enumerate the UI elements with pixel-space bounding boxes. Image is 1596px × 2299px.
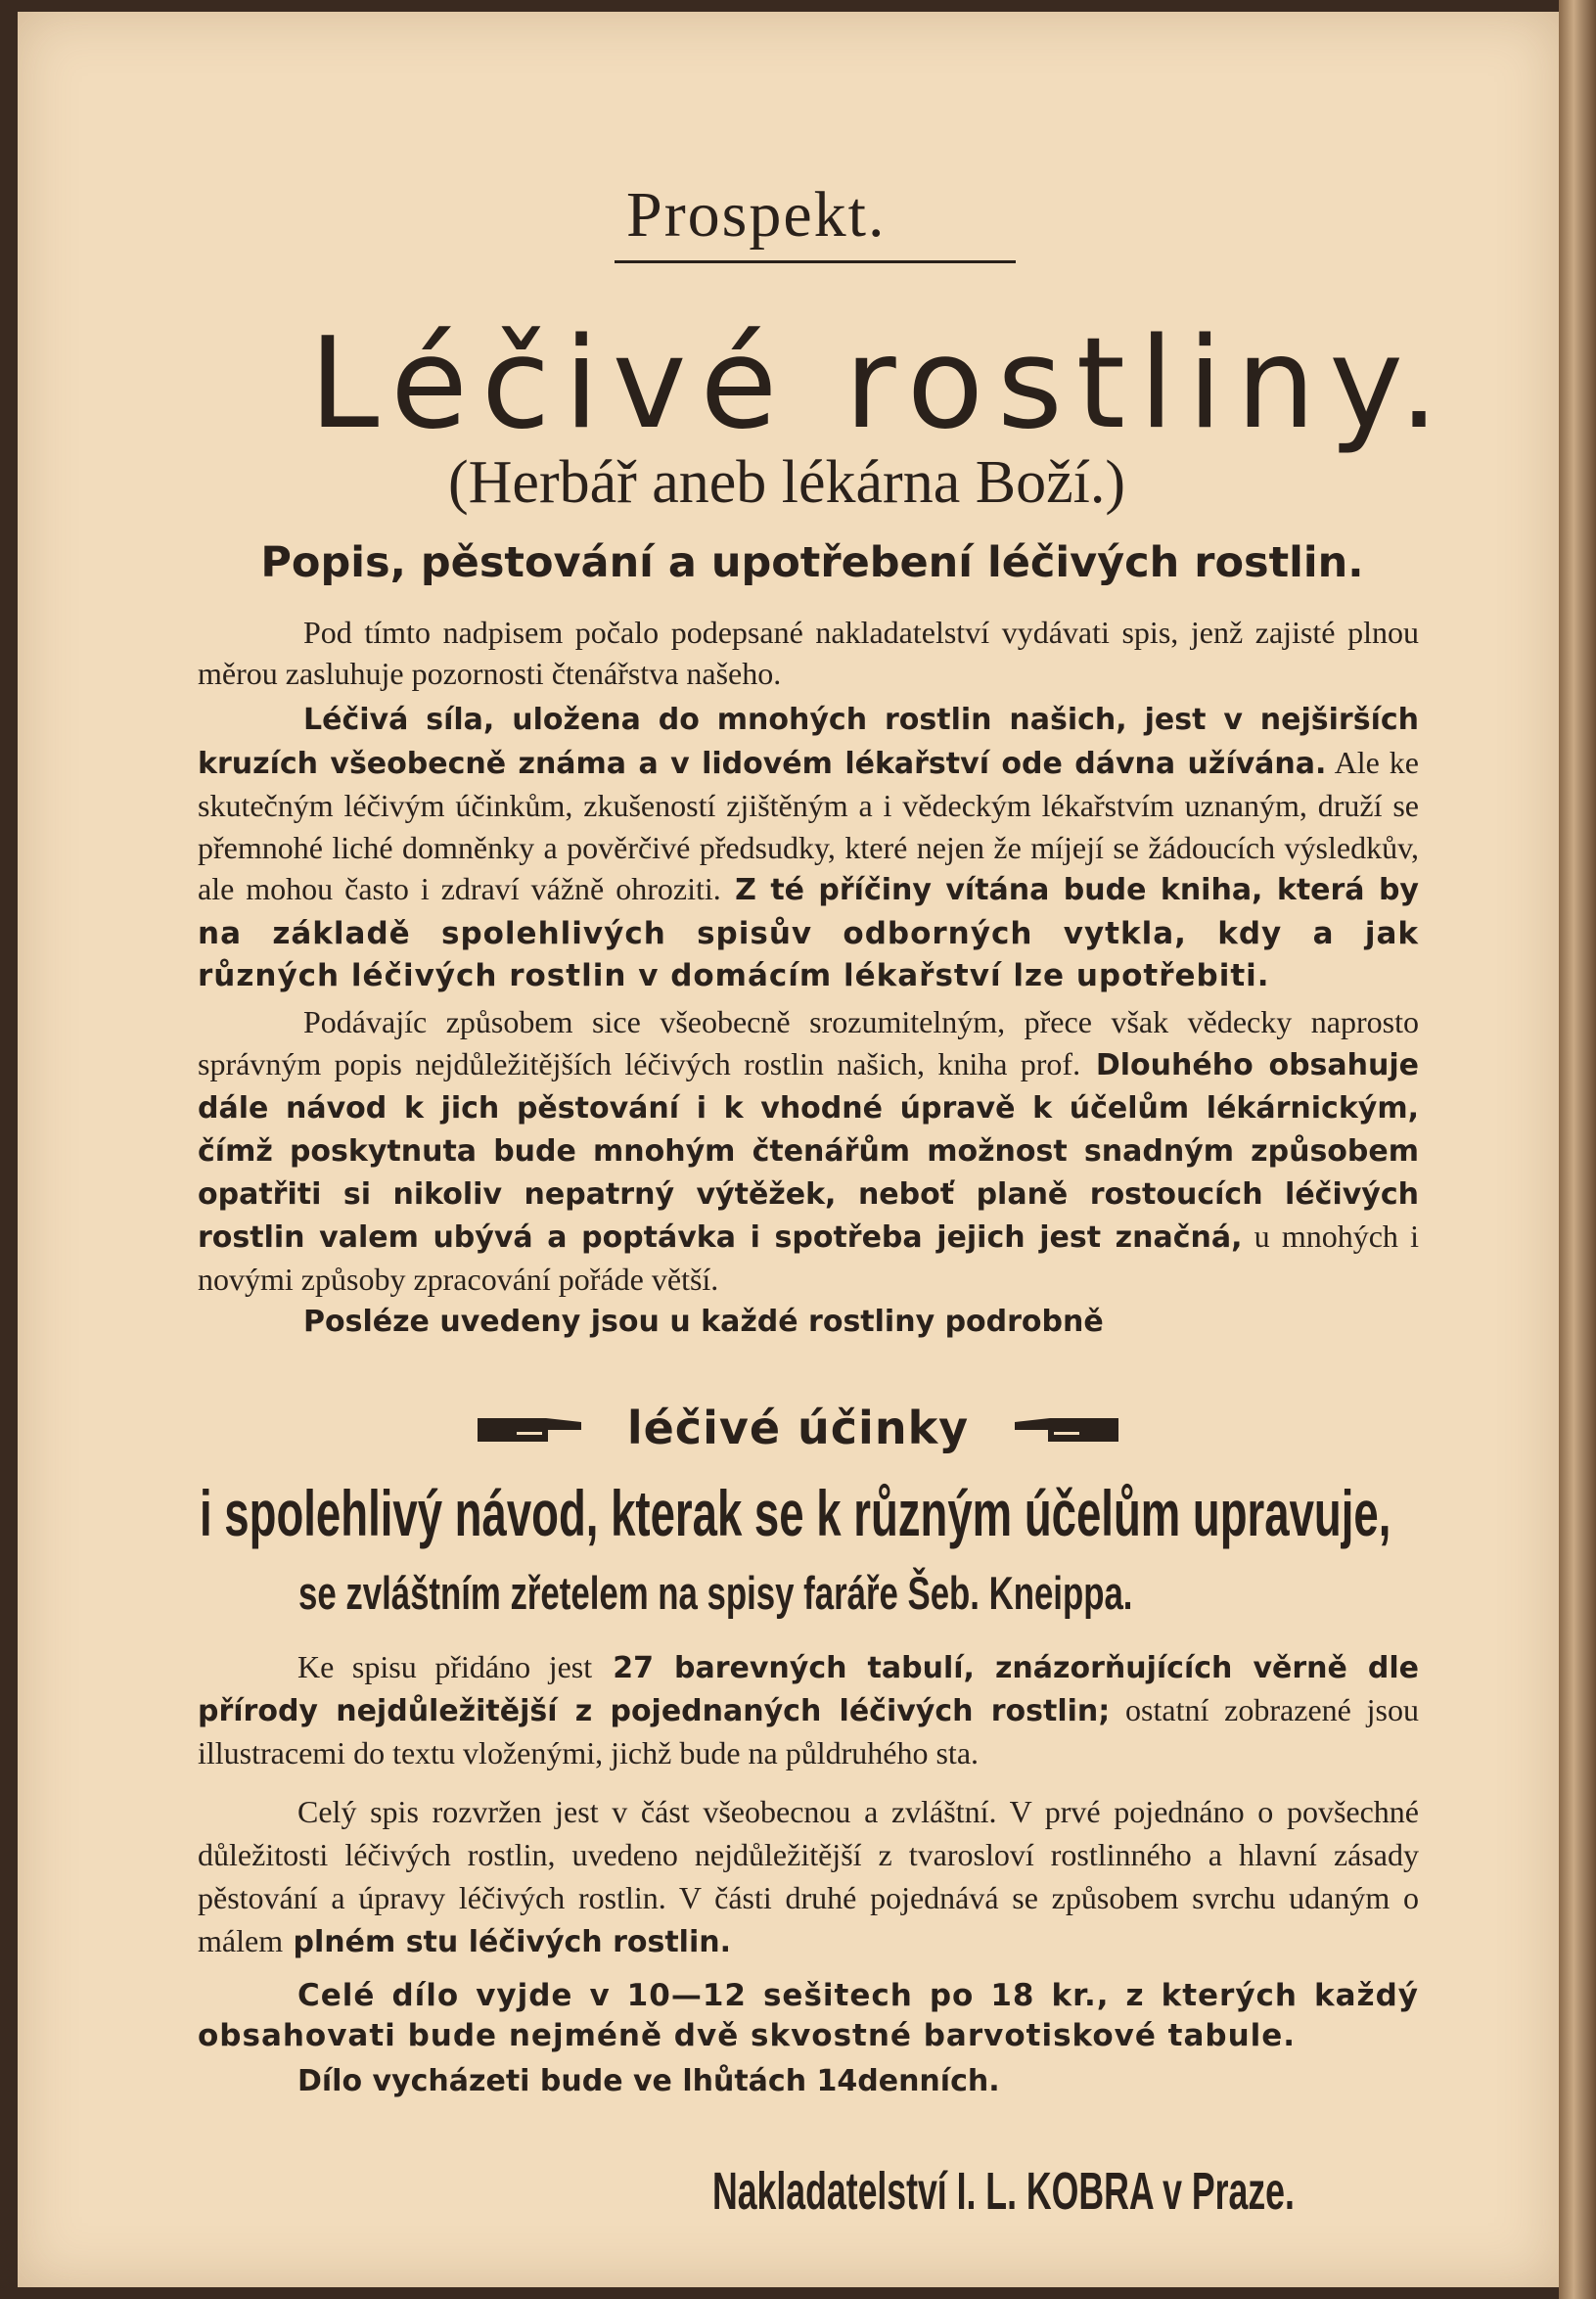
p2-bold-text-2: Z té příčiny vítána bude kniha, která by [720, 873, 1419, 907]
p2-bold-text: Léčivá síla, uložena do mnohých rostlin našich, jest v nejširších kruzích všeobecně známa a v lidovém lékařství ode dávna užívána. [198, 703, 1419, 781]
effects-label: léčivé účinky [626, 1402, 970, 1454]
paragraph-2 [198, 698, 1419, 997]
prospekt-underline [615, 260, 1016, 263]
p5-plain-text: Ke spisu přidáno jest [297, 1649, 593, 1684]
paragraph-8: Dílo vycházeti bude ve lhůtách 14denních. [297, 2064, 1000, 2098]
prospekt-label: Prospekt. [626, 179, 887, 251]
p6-plain-text: Celý spis rozvržen jest v část všeobecnou a zvláštní. V prvé pojednáno o povšechné důležitosti léčivých rostlin, uvedeno nejdůležitější z tvarosloví rostlinného a hlavní zásady pěstování a úpravy léčivých rostlin. V části druhé pojednává se způsobem svrchu udaným o málem [198, 1794, 1419, 1958]
publisher-line: Nakladatelství I. L. KOBRA v Praze. [712, 2162, 1295, 2221]
p6-bold-text: plném stu léčivých rostlin. [283, 1925, 732, 1959]
paragraph-7: Celé dílo vyjde v 10—12 sešitech po 18 kr., z kterých každý obsahovati bude nejméně dvě skvostné barvotiskové tabule. [198, 1978, 1419, 2053]
paragraph-3 [198, 1001, 1419, 1301]
pointing-hand-left-icon [1011, 1408, 1118, 1448]
p3-plain-text-2: u mnohých i novými způsoby zpracování pořáde větší. [198, 1218, 1419, 1297]
page-title: Léčivé rostliny. [309, 311, 1453, 457]
p2-heavy-text: na základě spolehlivých spisův odborných vytkla, kdy a jak různých léčivých rostlin v domácím lékařství lze upotřebiti. [198, 915, 1419, 993]
page-edge [1559, 0, 1596, 2299]
pointing-hand-right-icon [478, 1408, 585, 1448]
p3-bold-text: Dlouhého obsahuje dále návod k jich pěstování i k vhodné úpravě k účelům lékárnickým, čímž poskytnuta bude mnohým čtenářům možnost snadným způsobem opatřiti si nikoliv nepatrný výtěžek, neboť planě rostoucích léčivých rostlin valem ubývá a poptávka i spotřeba jejich jest značná, [198, 1047, 1420, 1255]
guide-line: i spolehlivý návod, kterak se k různým účelům upravuje, [200, 1477, 1391, 1549]
page-subtitle: (Herbář aneb lékárna Boží.) [448, 449, 1125, 516]
paragraph-1: Pod tímto nadpisem počalo podepsané nakladatelství vydávati spis, jenž zajisté plnou měrou zasluhuje pozornosti čtenářstva našeho. [198, 615, 1419, 691]
paragraph-4: Posléze uvedeny jsou u každé rostliny podrobně [303, 1304, 1104, 1339]
p5-plain-text-2: ostatní zobrazené jsou illustracemi do textu vloženými, jichž bude na půldruhého sta. [198, 1692, 1419, 1770]
effects-line [0, 1398, 1596, 1454]
body-text-lower [198, 1646, 1419, 2103]
p3-plain-text: Podávajíc způsobem sice všeobecně srozumitelným, přece však vědecky naprosto správným popis nejdůležitějších léčivých rostlin našich, kniha prof. [198, 1003, 1419, 1081]
kneipp-line: se zvláštním zřetelem na spisy faráře Šeb. Kneippa. [298, 1567, 1133, 1619]
p2-plain-text: Ale ke skutečným léčivým účinkům, zkušeností zjištěným a i vědeckým lékařstvím uznaným, druží se přemnohé liché domněnky a pověrčivé předsudky, které nejen že míjejí se žádoucích výsledkův, ale mohou často i zdraví vážně ohroziti. [198, 744, 1419, 906]
p5-bold-text: 27 barevných tabulí, znázorňujících věrně dle přírody nejdůležitější z pojednaných léčivých rostlin; [198, 1651, 1420, 1728]
section-heading: Popis, pěstování a upotřebení léčivých rostlin. [260, 538, 1364, 587]
body-text [198, 612, 1419, 1344]
paragraph-5 [198, 1646, 1419, 1774]
paragraph-6 [198, 1790, 1419, 1964]
